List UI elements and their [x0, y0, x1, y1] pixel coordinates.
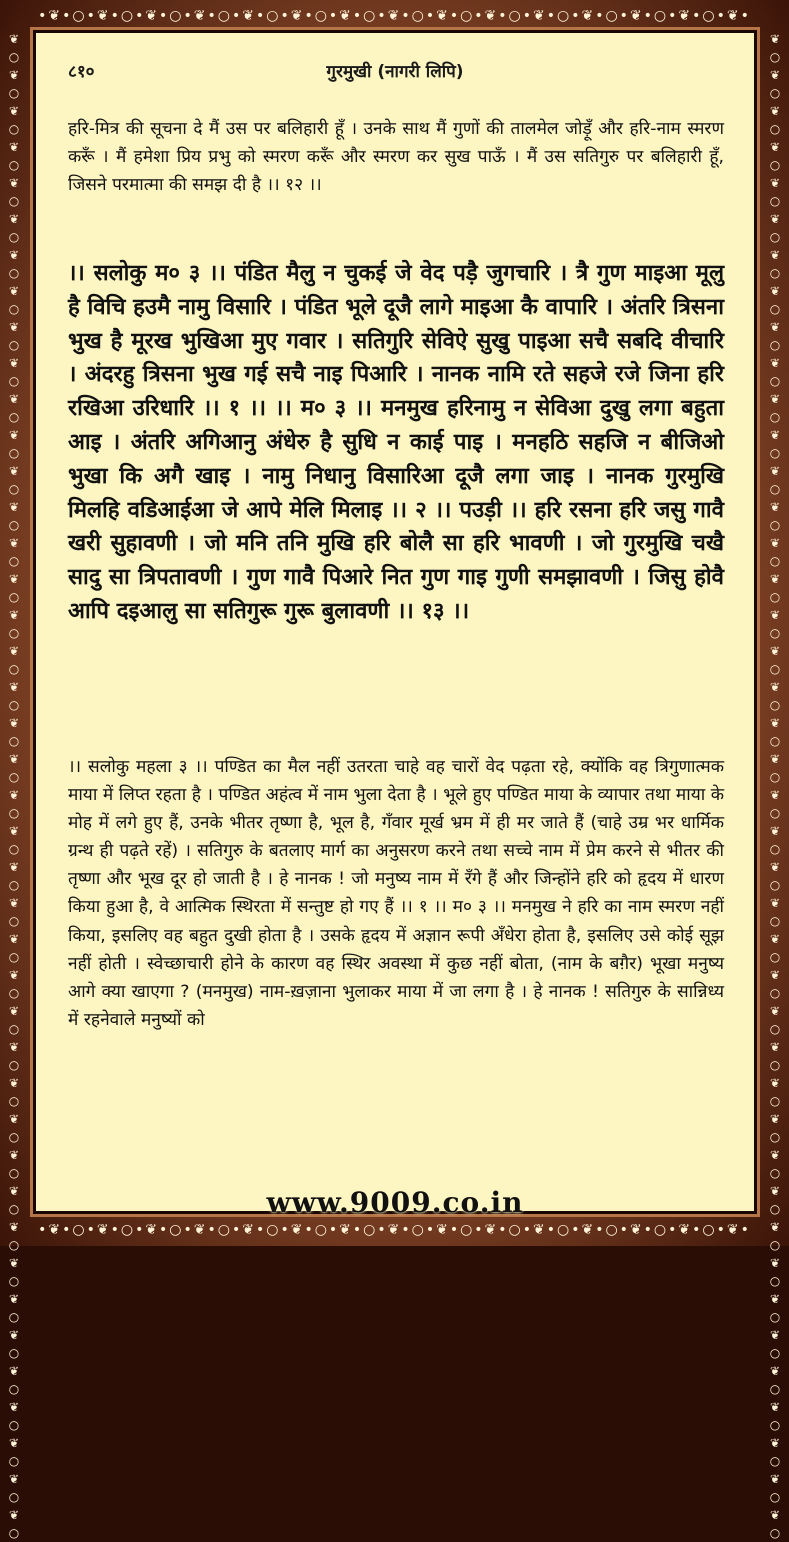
page-number: ८१०	[68, 62, 95, 82]
right-border-ornament: ❦○❦○❦○❦○❦○❦○❦○❦○❦○❦○❦○❦○❦○❦○❦○❦○❦○❦○❦○❦○❦○❦○❦○❦○❦○❦○❦○❦○❦○❦○❦○❦○❦○❦○❦○❦○❦○❦○❦○❦○❦○❦○	[769, 32, 781, 1540]
translation-text-1: हरि-मित्र की सूचना दे मैं उस पर बलिहारी हूँ । उनके साथ मैं गुणों की तालमेल जोड़ूँ और हरि-नाम स्मरण करूँ । मैं हमेशा प्रिय प्रभु को स्मरण करूँ और स्मरण कर सुख पाऊँ । मैं उस सतिगुरु पर बलिहारी हूँ, जिसने परमात्मा की समझ दी है ।। १२ ।।	[68, 119, 724, 195]
gurbani-text: ।। सलोकु म० ३ ।। पंडित मैलु न चुकई जे वेद पड़ै जुगचारि । त्रै गुण माइआ मूलु है विचि हउमै नामु विसारि । पंडित भूले दूजै लागे माइआ कै वापारि । अंतरि त्रिसना भुख है मूरख भुखिआ मुए गवार । सतिगुरि सेविऐ सुखु पाइआ सचै सबदि वीचारि । अंदरहु त्रिसना भुख गई सचै नाइ पिआरि । नानक नामि रते सहजे रजे जिना हरि रखिआ उरिधारि ।। १ ।। ।। म० ३ ।। मनमुख हरिनामु न सेविआ दुखु लगा बहुता आइ । अंतरि अगिआनु अंधेरु है सुधि न काई पाइ । मनहठि सहजि न बीजिओ भुखा कि अगै खाइ । नामु निधानु विसारिआ दूजै लगा जाइ । नानक गुरमुखि मिलहि वडिआईआ जे आपे मेलि मिलाइ ।। २ ।। पउड़ी ।। हरि रसना हरि जसु गावै खरी सुहावणी । जो मनि तनि मुखि हरि बोलै सा हरि भावणी । जो गुरमुखि चखै सादु सा त्रिपतावणी । गुण गावै पिआरे नित गुण गाइ गुणी समझावणी । जिसु होवै आपि दइआलु सा सतिगुरू गुरू बुलावणी ।। १३ ।।	[68, 260, 724, 624]
page-header	[36, 59, 754, 87]
page-title: गुरमुखी (नागरी लिपि)	[326, 62, 464, 82]
gurbani-verse-block	[68, 257, 724, 629]
translation-paragraph-1	[68, 115, 724, 199]
translation-paragraph-2	[68, 753, 724, 1034]
left-border-ornament: ❦○❦○❦○❦○❦○❦○❦○❦○❦○❦○❦○❦○❦○❦○❦○❦○❦○❦○❦○❦○❦○❦○❦○❦○❦○❦○❦○❦○❦○❦○❦○❦○❦○❦○❦○❦○❦○❦○❦○❦○❦○❦○	[8, 32, 20, 1540]
translation-text-2: ।। सलोकु महला ३ ।। पण्डित का मैल नहीं उतरता चाहे वह चारों वेद पढ़ता रहे, क्योंकि वह त्रिगुणात्मक माया में लिप्त रहता है । पण्डित अहंत्व में नाम भुला देता है । भूले हुए पण्डित माया के व्यापार तथा माया के मोह में लगे हुए हैं, उनके भीतर तृष्णा है, भूल है, गँवार मूर्ख भ्रम में ही मर जाते हैं (चाहे उम्र भर धार्मिक ग्रन्थ ही पढ़ते रहें) । सतिगुरु के बतलाए मार्ग का अनुसरण करने तथा सच्चे नाम में प्रेम करने से भीतर की तृष्णा और भूख दूर हो जाती है । हे नानक ! जो मनुष्य नाम में रँगे हैं और जिन्होंने हरि को हृदय में धारण किया हुआ है, वे आत्मिक स्थिरता में सन्तुष्ट हो गए हैं ।। १ ।। म० ३ ।। मनमुख ने हरि का नाम स्मरण नहीं किया, इसलिए वह बहुत दुखी होता है । उसके हृदय में अज्ञान रूपी अँधेरा होता है, इसलिए उसे कोई सूझ नहीं होती । स्वेच्छाचारी होने के कारण वह स्थिर अवस्था में कुछ नहीं बोता, (नाम के बग़ैर) भूखा मनुष्य आगे क्या खाएगा ? (मनमुख) नाम-ख़ज़ाना भुलाकर माया में जा लगा है । हे नानक ! सतिगुरु के सान्निध्य में रहनेवाले मनुष्यों को	[68, 757, 724, 1030]
website-url-link[interactable]: www.9009.co.in	[266, 1186, 524, 1219]
scripture-page	[36, 33, 754, 1219]
top-border-ornament: •❦•○•❦•○•❦•○•❦•○•❦•○•❦•○•❦•○•❦•○•❦•○•❦•○•❦•○•❦•○•❦•○•❦•○•❦•	[38, 8, 751, 24]
bottom-border-ornament: •❦•○•❦•○•❦•○•❦•○•❦•○•❦•○•❦•○•❦•○•❦•○•❦•○•❦•○•❦•○•❦•○•❦•○•❦•	[38, 1222, 751, 1238]
